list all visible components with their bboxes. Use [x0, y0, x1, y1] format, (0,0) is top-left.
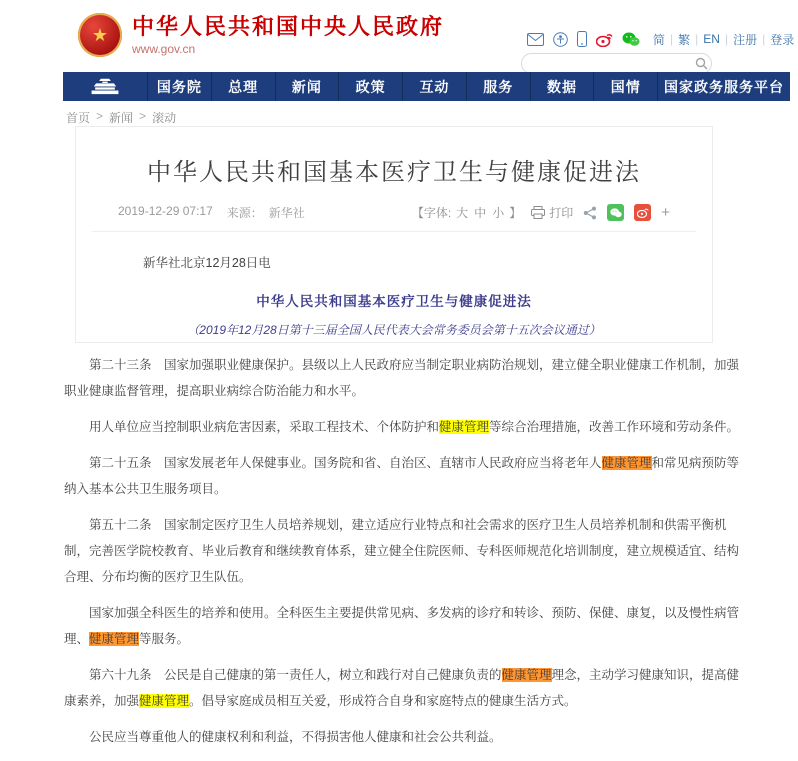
article-meta-row	[118, 204, 670, 221]
meta-divider	[92, 231, 696, 232]
source-label: 来源：	[226, 206, 263, 220]
accessibility-icon[interactable]	[553, 32, 568, 47]
font-size-prefix: 【字体:	[411, 206, 452, 220]
nav-item[interactable]: 数据	[530, 72, 594, 101]
quick-link-1[interactable]: 简	[653, 32, 666, 47]
print-label: 打印	[549, 206, 574, 220]
nav-item[interactable]: 政策	[338, 72, 402, 101]
share-icon[interactable]	[583, 206, 597, 220]
site-url: www.gov.cn	[132, 41, 196, 56]
quick-link-5[interactable]: 登录	[770, 32, 795, 47]
mobile-icon[interactable]	[577, 31, 587, 47]
nav-item[interactable]: 服务	[466, 72, 530, 101]
article-paragraph: 第二十三条 国家加强职业健康保护。县级以上人民政府应当制定职业病防治规划，建立健全职业健康工作机制，加强职业健康监督管理，提高职业病综合防治能力和水平。	[64, 358, 740, 398]
article-paragraph: 第五十二条 国家制定医疗卫生人员培养规划，建立适应行业特点和社会需求的医疗卫生人员培养机制和供需平衡机制，完善医学院校教育、毕业后教育和继续教育体系，建立健全住院医师、专科医师规范化培训制度，建立规模适宜、结构合理、分布均衡的医疗卫生队伍。	[64, 518, 740, 584]
site-search	[521, 53, 712, 74]
article-paragraph: 国家加强全科医生的培养和使用。全科医生主要提供常见病、多发病的诊疗和转诊、预防、保健、康复，以及慢性病管理、健康管理等服务。	[64, 606, 740, 646]
mail-icon[interactable]	[527, 33, 544, 46]
breadcrumb-item: 滚动	[152, 111, 177, 125]
search-icon[interactable]	[695, 57, 708, 70]
font-size-button[interactable]: 大	[456, 206, 469, 220]
quick-link-3[interactable]: EN	[703, 32, 720, 46]
search-highlight-orange: 健康管理	[501, 668, 552, 682]
page-title: 中华人民共和国基本医疗卫生与健康促进法	[147, 159, 641, 186]
nav-item[interactable]: 国家政务服务平台	[657, 72, 790, 101]
article-paragraph: 第六十九条 公民是自己健康的第一责任人，树立和践行对自己健康负责的健康管理理念，主动学习健康知识，提高健康素养，加强健康管理。倡导家庭成员相互关爱，形成符合自身和家庭特点的健康生活方式。	[64, 668, 740, 708]
breadcrumb-separator: >	[96, 109, 104, 123]
search-highlight-yellow: 健康管理	[439, 420, 490, 434]
search-highlight-orange: 健康管理	[601, 456, 652, 470]
site-title: 中华人民共和国中央人民政府	[132, 13, 445, 39]
nav-home-tiananmen-icon[interactable]	[63, 72, 147, 101]
breadcrumb-item[interactable]: 新闻	[109, 111, 134, 125]
quick-link-separator: |	[695, 32, 699, 46]
publish-datetime: 2019-12-29 07:17	[118, 204, 213, 218]
search-highlight-orange: 健康管理	[89, 632, 140, 646]
quick-link-4[interactable]: 注册	[733, 32, 758, 47]
main-nav	[63, 72, 790, 101]
font-size-button[interactable]: 中	[474, 206, 487, 220]
national-emblem-icon: ★	[78, 13, 122, 57]
font-size-buttons	[456, 204, 504, 221]
article-body	[64, 352, 748, 760]
share-weibo-icon[interactable]	[634, 204, 651, 221]
quick-link-2[interactable]: 繁	[678, 32, 691, 47]
wechat-icon[interactable]	[622, 32, 640, 47]
nav-item[interactable]: 国情	[593, 72, 657, 101]
header-icon-row	[527, 30, 794, 48]
article-paragraph: 公民应当尊重他人的健康权利和利益，不得损害他人健康和社会公共利益。	[89, 730, 502, 744]
breadcrumb-item[interactable]: 首页	[66, 111, 91, 125]
document-title: 中华人民共和国基本医疗卫生与健康促进法	[256, 294, 532, 309]
nav-item[interactable]: 新闻	[275, 72, 339, 101]
document-subtitle: （2019年12月28日第十三届全国人民代表大会常务委员会第十五次会议通过）	[187, 323, 601, 337]
search-input[interactable]	[522, 57, 695, 71]
font-size-suffix: 】	[509, 206, 522, 220]
breadcrumb	[66, 109, 176, 126]
share-more-button[interactable]: +	[661, 204, 670, 221]
dateline: 新华社北京12月28日电	[143, 256, 271, 270]
search-highlight-yellow: 健康管理	[139, 694, 190, 708]
nav-item[interactable]: 总理	[211, 72, 275, 101]
nav-item[interactable]: 互动	[402, 72, 466, 101]
font-size-button[interactable]: 小	[492, 206, 505, 220]
quick-links	[653, 31, 794, 48]
article-card	[75, 126, 713, 343]
weibo-icon[interactable]	[596, 32, 613, 47]
site-logo[interactable]	[78, 13, 444, 57]
article-paragraph: 用人单位应当控制职业病危害因素，采取工程技术、个体防护和健康管理等综合治理措施，改善工作环境和劳动条件。	[89, 420, 740, 434]
print-button[interactable]	[531, 204, 573, 221]
article-paragraph: 第二十五条 国家发展老年人保健事业。国务院和省、自治区、直辖市人民政府应当将老年人健康管理和常见病预防等纳入基本公共卫生服务项目。	[64, 456, 740, 496]
source-value: 新华社	[268, 206, 305, 220]
share-wechat-icon[interactable]	[607, 204, 624, 221]
quick-link-separator: |	[762, 32, 766, 46]
breadcrumb-separator: >	[139, 109, 147, 123]
quick-link-separator: |	[670, 32, 674, 46]
nav-item[interactable]: 国务院	[147, 72, 211, 101]
quick-link-separator: |	[724, 32, 729, 46]
